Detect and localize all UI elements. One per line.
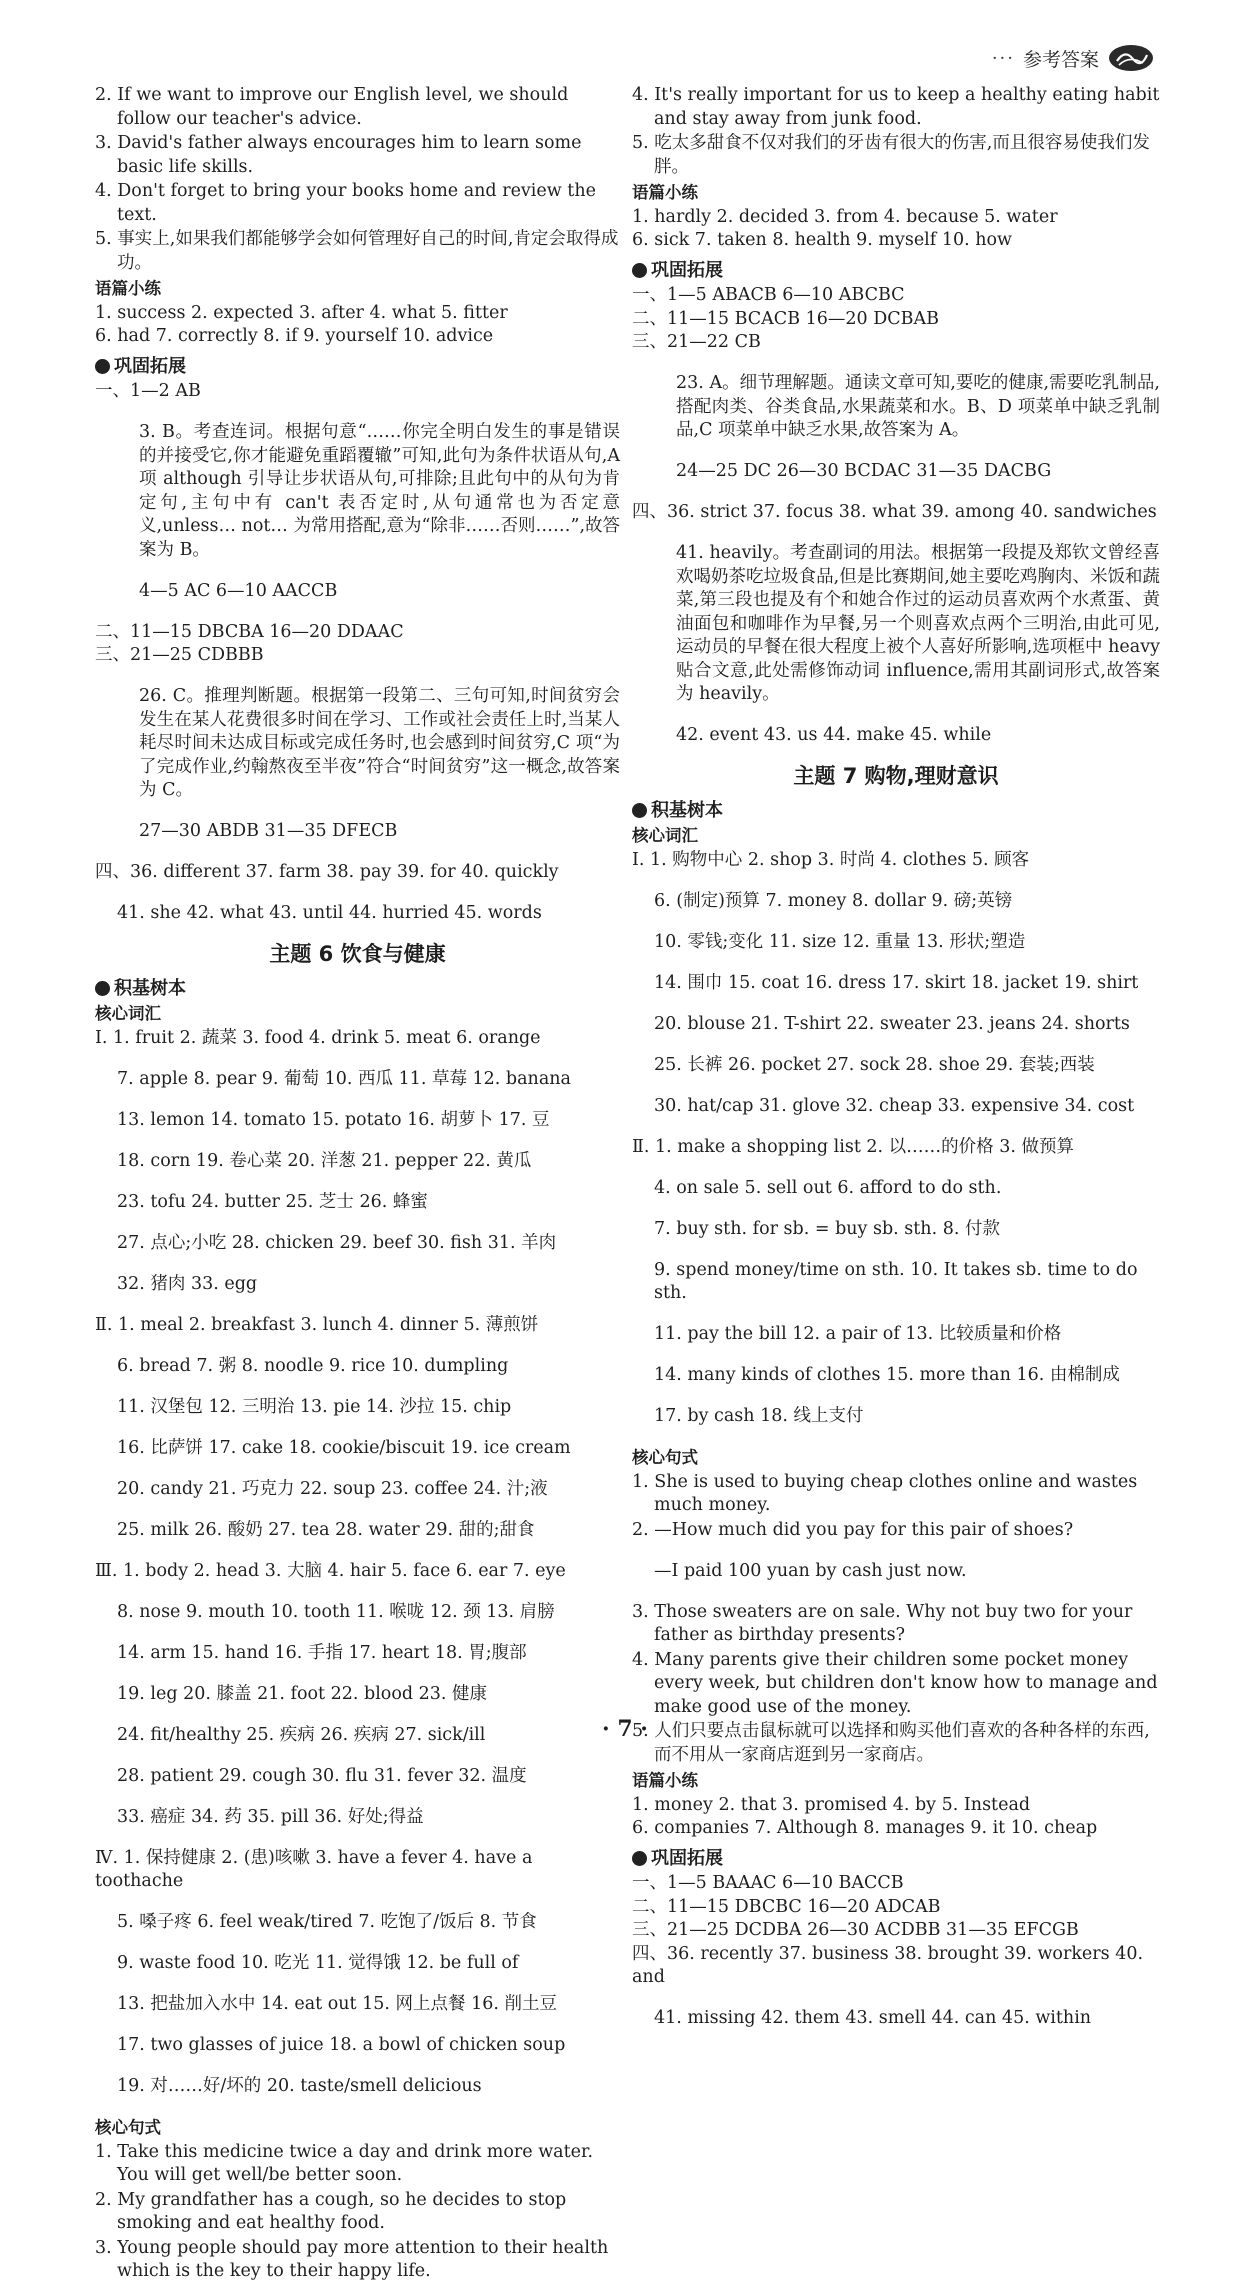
answer-line: 一、1—2 AB	[95, 381, 201, 401]
page-header	[992, 38, 1155, 78]
header-title: 参考答案	[1022, 48, 1099, 71]
answer-line: 24—25 DC 26—30 BCDAC 31—35 DACBG	[676, 461, 1052, 481]
vocab-line: Ⅱ. 1. make a shopping list 2. 以……的价格 3. 做预算	[632, 1136, 1075, 1157]
answer-explanation: 41. heavily。考查副词的用法。根据第一段提及郑钦文曾经喜欢喝奶茶吃垃圾食品,但是比赛期间,她主要吃鸡胸肉、米饭和蔬菜,第三段也提及有个和她合作过的运动员喜欢两个水煮蛋、黄油面包和咖啡作为早餐,另一个则喜欢点两个三明治,由此可见,运动员的早餐在很大程度上被个人喜好所影响,选项框中 heavy 贴合文意,此处需修饰动词 influence,需用其副词形式,故答案为 heavily。	[676, 543, 1160, 704]
section-heading-label: 巩固拓展	[651, 1847, 723, 1869]
vocab-line: 13. lemon 14. tomato 15. potato 16. 胡萝卜 17. 豆	[117, 1109, 550, 1130]
vocab-line: 18. corn 19. 卷心菜 20. 洋葱 21. pepper 22. 黄瓜	[117, 1150, 532, 1171]
section-heading-label: 巩固拓展	[651, 259, 723, 281]
answer-line: 二、11—15 DBCBC 16—20 ADCAB	[632, 1896, 941, 1917]
answer-line: 四、36. different 37. farm 38. pay 39. for 40. quickly	[95, 862, 559, 882]
vocab-line: 14. many kinds of clothes 15. more than 16. 由棉制成	[654, 1365, 1120, 1385]
section-heading-label: 积基树本	[114, 977, 186, 999]
answer-line: 二、11—15 DBCBA 16—20 DDAAC	[95, 621, 404, 642]
theme-title: 主题 7 购物,理财意识	[793, 764, 999, 788]
vocab-line: Ⅳ. 1. 保持健康 2. (患)咳嗽 3. have a fever 4. have a toothache	[95, 1847, 533, 1891]
answer-item: 4. It's really important for us to keep a healthy eating habit and stay away from junk food.	[632, 85, 1160, 129]
answer-line: 1. money 2. that 3. promised 4. by 5. Instead	[632, 1794, 1031, 1815]
answer-item: 3. David's father always encourages him to learn some basic life skills.	[95, 133, 582, 177]
sentence-item: 3. Young people should pay more attention to their health which is the key to their happy life.	[95, 2237, 609, 2281]
sentence-item: 4. Many parents give their children some pocket money every week, but children don't know how to manage and make good use of the money.	[632, 1649, 1158, 1717]
vocab-line: 17. two glasses of juice 18. a bowl of chicken soup	[117, 2035, 566, 2055]
sentence-item: 2. —How much did you pay for this pair of shoes?	[632, 1519, 1074, 1540]
section-subheading: 语篇小练	[95, 279, 161, 298]
vocab-line: 33. 癌症 34. 药 35. pill 36. 好处;得益	[117, 1806, 424, 1827]
answer-line: 三、21—25 DCDBA 26—30 ACDBB 31—35 EFCGB	[632, 1920, 1079, 1940]
section-heading	[632, 259, 1160, 283]
vocab-line: 7. apple 8. pear 9. 葡萄 10. 西瓜 11. 草莓 12. banana	[117, 1068, 571, 1089]
vocab-line: 7. buy sth. for sb. = buy sb. sth. 8. 付款	[654, 1218, 1000, 1239]
vocab-line: Ⅱ. 1. meal 2. breakfast 3. lunch 4. dinner 5. 薄煎饼	[95, 1314, 539, 1335]
vocab-line: 25. milk 26. 酸奶 27. tea 28. water 29. 甜的;甜食	[117, 1519, 535, 1540]
answer-line: 1. success 2. expected 3. after 4. what 5. fitter	[95, 302, 508, 323]
left-column	[95, 84, 620, 2285]
section-heading-label: 积基树本	[651, 799, 723, 821]
vocab-line: 20. blouse 21. T-shirt 22. sweater 23. jeans 24. shorts	[654, 1013, 1130, 1034]
bullet-dot-icon	[95, 981, 110, 996]
bullet-dot-icon	[632, 1851, 647, 1866]
answer-item: 5. 事实上,如果我们都能够学会如何管理好自己的时间,肯定会取得成功。	[95, 229, 619, 273]
vocab-line: 27. 点心;小吃 28. chicken 29. beef 30. fish 31. 羊肉	[117, 1232, 557, 1253]
sentence-item: 5. 人们只要点击鼠标就可以选择和购买他们喜欢的各种各样的东西,而不用从一家商店逛到另一家商店。	[632, 1721, 1150, 1765]
vocab-line: 16. 比萨饼 17. cake 18. cookie/biscuit 19. ice cream	[117, 1437, 571, 1458]
answer-line: 41. she 42. what 43. until 44. hurried 45. words	[117, 903, 542, 923]
section-subheading: 语篇小练	[632, 183, 698, 202]
section-subheading: 核心句式	[632, 1448, 698, 1467]
vocab-line: 6. (制定)预算 7. money 8. dollar 9. 磅;英镑	[654, 890, 1013, 911]
theme-title: 主题 6 饮食与健康	[269, 942, 446, 966]
bullet-dot-icon	[95, 359, 110, 374]
sentence-item: —I paid 100 yuan by cash just now.	[654, 1560, 967, 1581]
header-dots: ···	[991, 47, 1015, 69]
answer-line: 27—30 ABDB 31—35 DFECB	[139, 821, 398, 841]
section-subheading: 核心句式	[95, 2118, 161, 2137]
sentence-item: 1. Take this medicine twice a day and drink more water. You will get well/be better soon.	[95, 2141, 594, 2185]
sentence-item: 1. She is used to buying cheap clothes online and wastes much money.	[632, 1471, 1138, 1515]
answer-line: 6. companies 7. Although 8. manages 9. it 10. cheap	[632, 1818, 1098, 1838]
answer-line: 41. missing 42. them 43. smell 44. can 45. within	[654, 2008, 1092, 2028]
vocab-line: 11. pay the bill 12. a pair of 13. 比较质量和价格	[654, 1324, 1062, 1344]
answer-item: 5. 吃太多甜食不仅对我们的牙齿有很大的伤害,而且很容易使我们发胖。	[632, 133, 1150, 177]
vocab-line: 14. 围巾 15. coat 16. dress 17. skirt 18. jacket 19. shirt	[654, 972, 1139, 993]
vocab-line: 4. on sale 5. sell out 6. afford to do sth.	[654, 1177, 1002, 1198]
vocab-line: 17. by cash 18. 线上支付	[654, 1406, 864, 1426]
vocab-line: 19. 对……好/坏的 20. taste/smell delicious	[117, 2076, 482, 2096]
bullet-dot-icon	[632, 803, 647, 818]
vocab-line: 20. candy 21. 巧克力 22. soup 23. coffee 24. 汁;液	[117, 1478, 548, 1499]
vocab-line: 25. 长裤 26. pocket 27. sock 28. shoe 29. 套装;西装	[654, 1054, 1095, 1075]
answer-line: 6. had 7. correctly 8. if 9. yourself 10. advice	[95, 326, 494, 346]
vocab-line: 28. patient 29. cough 30. flu 31. fever 32. 温度	[117, 1765, 527, 1786]
vocab-line: 13. 把盐加入水中 14. eat out 15. 网上点餐 16. 削土豆	[117, 1994, 557, 2014]
page-number: · 7 ·	[602, 1716, 648, 1742]
answer-line: 42. event 43. us 44. make 45. while	[676, 725, 992, 745]
answer-line: 三、21—25 CDBBB	[95, 645, 264, 665]
sentence-item: 3. Those sweaters are on sale. Why not buy two for your father as birthday presents?	[632, 1601, 1133, 1645]
answer-line: 6. sick 7. taken 8. health 9. myself 10. how	[632, 230, 1013, 250]
section-heading	[632, 799, 1160, 823]
answer-explanation: 23. A。细节理解题。通读文章可知,要吃的健康,需要吃乳制品,搭配肉类、谷类食品,水果蔬菜和水。B、D 项菜单中缺乏乳制品,C 项菜单中缺乏水果,故答案为 A。	[676, 373, 1160, 440]
vocab-line: Ⅰ. 1. 购物中心 2. shop 3. 时尚 4. clothes 5. 顾客	[632, 849, 1030, 870]
vocab-line: 14. arm 15. hand 16. 手指 17. heart 18. 胃;腹部	[117, 1642, 527, 1663]
vocab-line: 10. 零钱;变化 11. size 12. 重量 13. 形状;塑造	[654, 931, 1026, 952]
answer-line: 4—5 AC 6—10 AACCB	[139, 580, 338, 601]
answer-line: 二、11—15 BCACB 16—20 DCBAB	[632, 308, 940, 329]
bullet-dot-icon	[632, 263, 647, 278]
vocab-line: 23. tofu 24. butter 25. 芝士 26. 蜂蜜	[117, 1191, 428, 1212]
answer-line: 1. hardly 2. decided 3. from 4. because 5. water	[632, 206, 1058, 227]
section-heading	[632, 1847, 1160, 1871]
answer-line: 一、1—5 ABACB 6—10 ABCBC	[632, 285, 905, 305]
section-heading	[95, 977, 620, 1001]
sentence-item: 2. My grandfather has a cough, so he decides to stop smoking and eat healthy food.	[95, 2189, 567, 2233]
section-subheading: 核心词汇	[95, 1004, 161, 1023]
section-subheading: 核心词汇	[632, 826, 698, 845]
publisher-logo-icon	[1107, 43, 1155, 73]
answer-explanation: 3. B。考查连词。根据句意“……你完全明白发生的事是错误的并接受它,你才能避免重蹈覆辙”可知,此句为条件状语从句,A 项 although 引导让步状语从句,可排除;且此句中的从句为肯定句,主句中有 can't 表否定时,从句通常也为否定意义,unless… not… 为常用搭配,意为“除非……否则……”,故答案为 B。	[139, 422, 621, 560]
vocab-line: 6. bread 7. 粥 8. noodle 9. rice 10. dumpling	[117, 1355, 509, 1376]
answer-line: 四、36. strict 37. focus 38. what 39. among 40. sandwiches	[632, 502, 1157, 522]
answer-line: 四、36. recently 37. business 38. brought 39. workers 40. and	[632, 1943, 1144, 1987]
vocab-line: 9. spend money/time on sth. 10. It takes sb. time to do sth.	[654, 1259, 1138, 1303]
vocab-line: 32. 猪肉 33. egg	[117, 1273, 258, 1294]
section-heading-label: 巩固拓展	[114, 355, 186, 377]
vocab-line: 30. hat/cap 31. glove 32. cheap 33. expensive 34. cost	[654, 1095, 1135, 1116]
vocab-line: 5. 嗓子疼 6. feel weak/tired 7. 吃饱了/饭后 8. 节食	[117, 1912, 537, 1932]
section-heading	[95, 355, 620, 379]
answer-item: 2. If we want to improve our English level, we should follow our teacher's advice.	[95, 85, 569, 129]
answer-line: 三、21—22 CB	[632, 332, 761, 352]
answer-line: 一、1—5 BAAAC 6—10 BACCB	[632, 1873, 904, 1893]
vocab-line: Ⅲ. 1. body 2. head 3. 大脑 4. hair 5. face 6. ear 7. eye	[95, 1560, 566, 1581]
answer-explanation: 26. C。推理判断题。根据第一段第二、三句可知,时间贫穷会发生在某人花费很多时间在学习、工作或社会责任上时,当某人耗尽时间未达成目标或完成任务时,也会感到时间贫穷,C 项“为了完成作业,约翰熬夜至半夜”符合“时间贫穷”这一概念,故答案为 C。	[139, 686, 620, 800]
vocab-line: 19. leg 20. 膝盖 21. foot 22. blood 23. 健康	[117, 1683, 488, 1704]
vocab-line: 8. nose 9. mouth 10. tooth 11. 喉咙 12. 颈 13. 肩膀	[117, 1601, 555, 1622]
vocab-line: 11. 汉堡包 12. 三明治 13. pie 14. 沙拉 15. chip	[117, 1396, 512, 1417]
answer-item: 4. Don't forget to bring your books home and review the text.	[95, 181, 596, 225]
vocab-line: Ⅰ. 1. fruit 2. 蔬菜 3. food 4. drink 5. meat 6. orange	[95, 1027, 541, 1048]
right-column	[632, 84, 1160, 2048]
section-subheading: 语篇小练	[632, 1771, 698, 1790]
vocab-line: 24. fit/healthy 25. 疾病 26. 疾病 27. sick/ill	[117, 1724, 486, 1745]
vocab-line: 9. waste food 10. 吃光 11. 觉得饿 12. be full of	[117, 1953, 519, 1973]
